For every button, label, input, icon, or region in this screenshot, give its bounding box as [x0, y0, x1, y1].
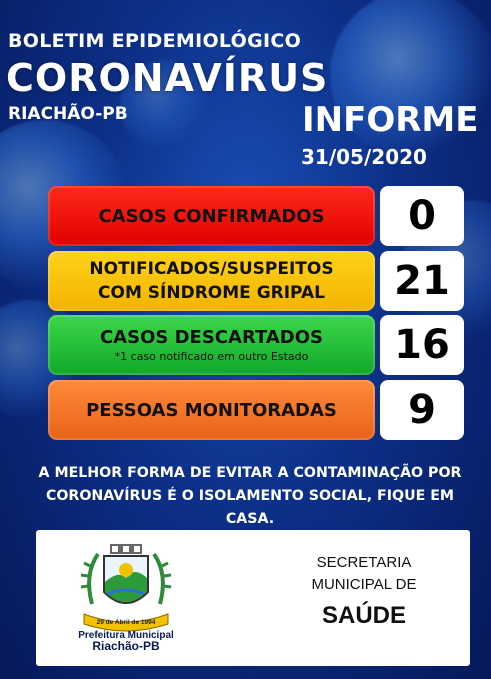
crest-date: 29 de Abril de 1994: [96, 619, 156, 626]
row-discarded-cases: [48, 315, 463, 375]
suspected-label-line1: NOTIFICADOS/SUSPEITOS: [89, 259, 334, 279]
org-name-line1: Prefeitura Municipal: [78, 630, 174, 641]
confirmed-label: CASOS CONFIRMADOS: [98, 205, 325, 227]
prevention-message-line2: CORONAVÍRUS É O ISOLAMENTO SOCIAL, FIQUE EM CASA.: [45, 488, 455, 527]
monitored-value: 9: [380, 380, 464, 440]
location-label: RIACHÃO-PB: [8, 104, 128, 124]
org-name-line2: Riachão-PB: [92, 639, 160, 653]
prevention-message: [20, 462, 480, 531]
monitored-label: PESSOAS MONITORADAS: [86, 399, 337, 421]
municipal-crest-logo: [74, 544, 178, 636]
report-date: 31/05/2020: [301, 145, 427, 169]
bulletin-kicker: BOLETIM EPIDEMIOLÓGICO: [8, 30, 302, 52]
discarded-label-bar: [48, 315, 375, 375]
discarded-label: CASOS DESCARTADOS: [99, 327, 324, 348]
suspected-value: 21: [380, 251, 464, 311]
row-suspected-cases: [48, 251, 463, 311]
prevention-message-line1: A MELHOR FORMA DE EVITAR A CONTAMINAÇÃO POR: [38, 465, 462, 481]
org-name: [66, 630, 186, 652]
row-monitored-people: [48, 380, 463, 440]
confirmed-value: 0: [380, 186, 464, 246]
discarded-value: 16: [380, 315, 464, 375]
footer-panel: [36, 530, 470, 666]
monitored-label-bar: [48, 380, 375, 440]
page-title: CORONAVÍRUS: [6, 56, 329, 100]
secretariat-line1: SECRETARIA: [316, 554, 412, 571]
discarded-note: *1 caso notificado em outro Estado: [114, 350, 309, 363]
confirmed-label-bar: [48, 186, 375, 246]
secretariat-saude: SAÚDE: [321, 602, 406, 629]
secretariat-label: [284, 552, 444, 596]
suspected-label-bar: [48, 251, 375, 311]
informe-heading: INFORME: [302, 100, 479, 140]
row-confirmed-cases: [48, 186, 463, 246]
secretariat-line2: MUNICIPAL DE: [311, 576, 417, 593]
suspected-label-line2: COM SÍNDROME GRIPAL: [98, 283, 325, 303]
